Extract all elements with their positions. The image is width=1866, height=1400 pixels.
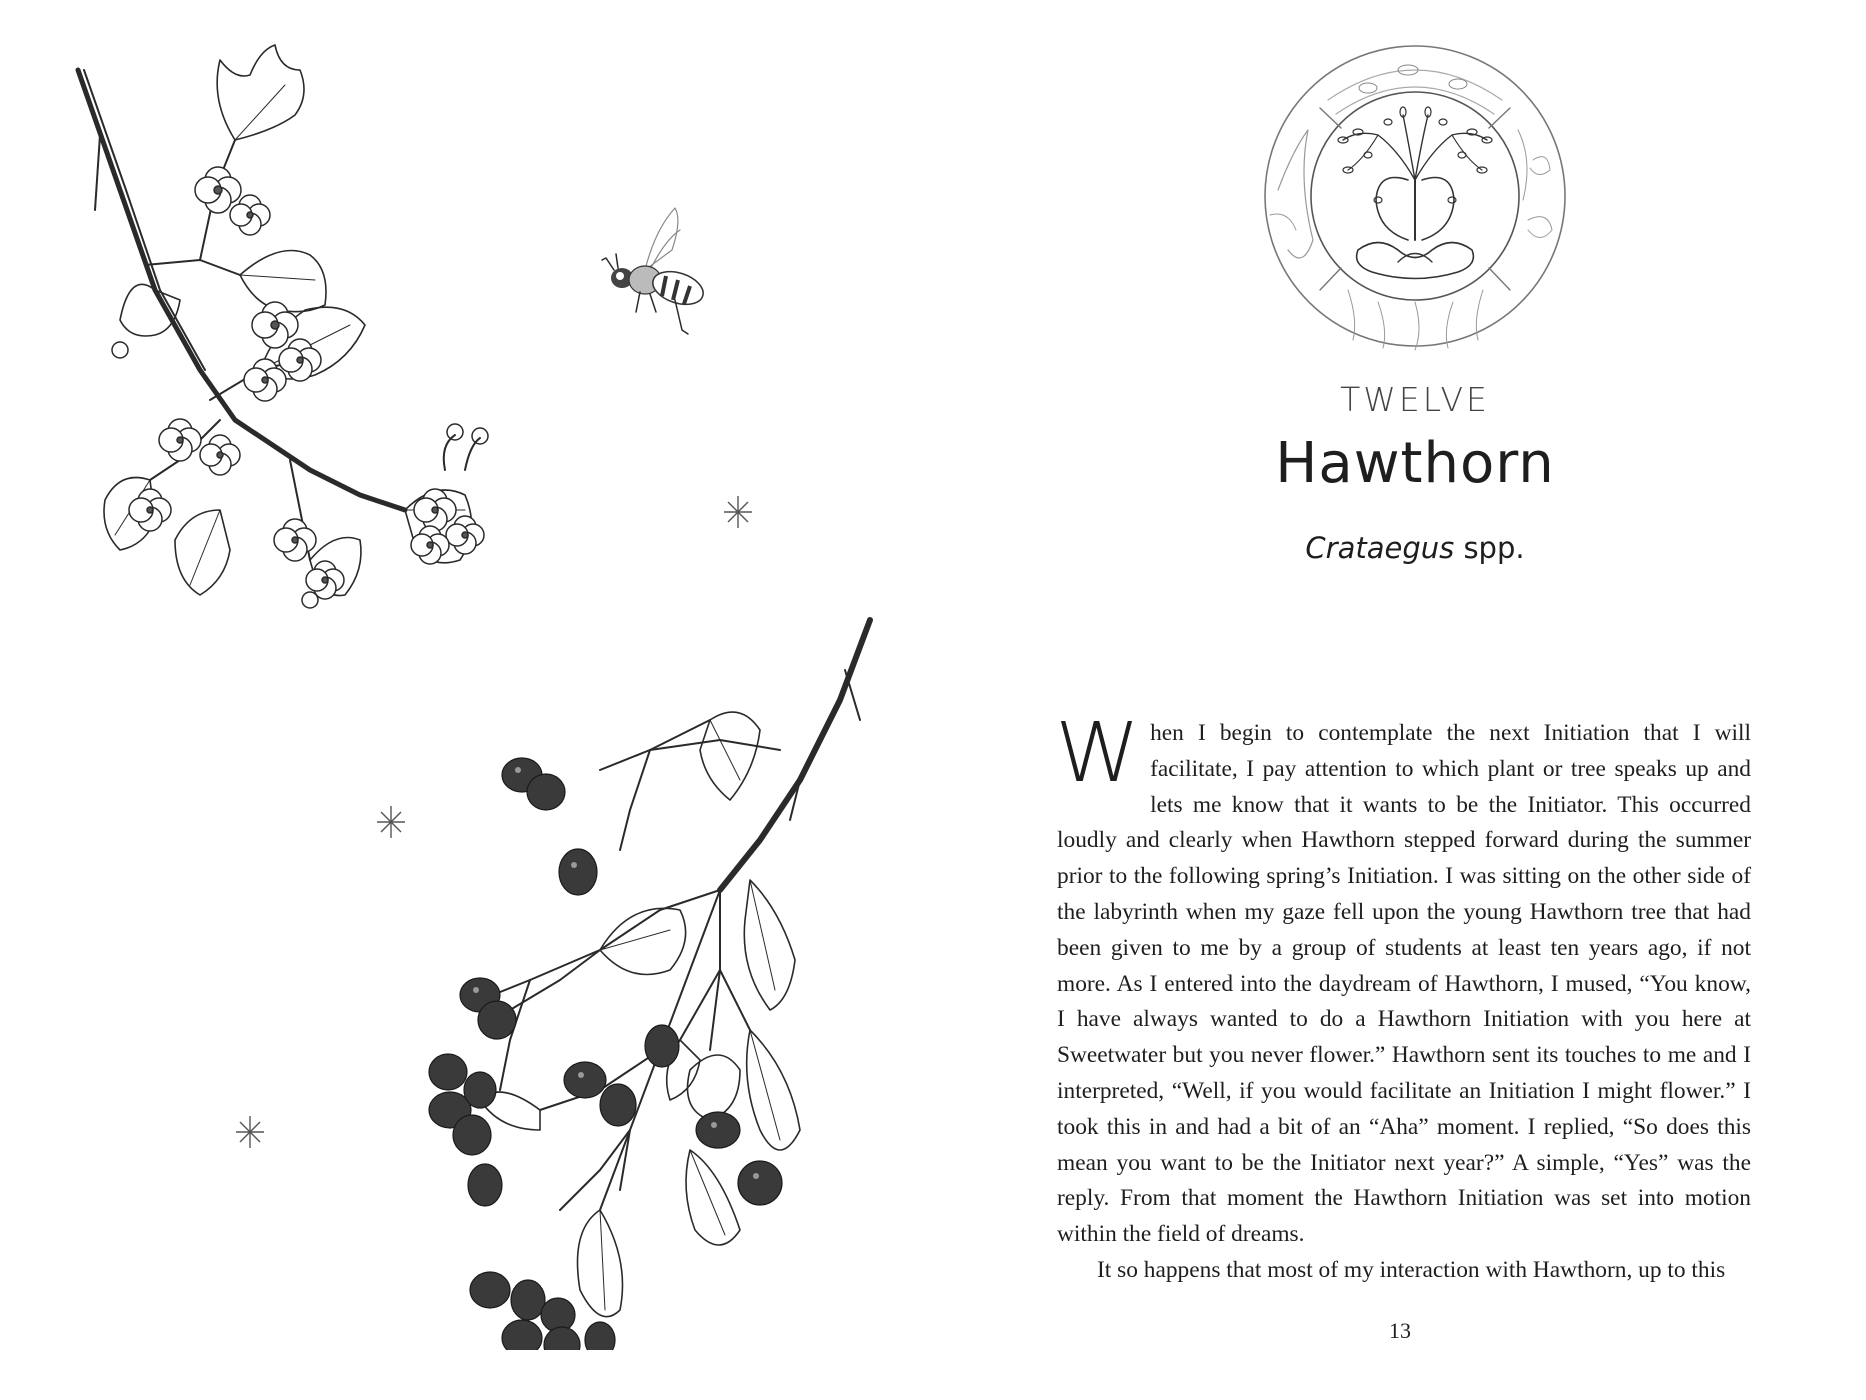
latin-suffix: spp. [1463, 531, 1525, 565]
page-number: 13 [1389, 1318, 1411, 1343]
sparkle-star-icon [232, 1114, 268, 1150]
bee-illustration [600, 200, 720, 340]
sparkle-star-icon [720, 494, 756, 530]
tree-of-life-medallion-icon [1258, 40, 1572, 352]
chapter-title: Hawthorn [1275, 431, 1555, 496]
drop-cap: W [1054, 706, 1141, 801]
paragraph-1 [1054, 706, 1751, 1253]
latin-genus: Crataegus [1305, 531, 1455, 565]
paragraph-1-text: hen I begin to contemplate the next Initiation that I will facilitate, I pay attention to which plant or tree speaks up and lets me know that it wants to be the Initiator. This occurred loudly and clearly when Hawthorn stepped forward during the summer prior to the following spring’s Initiation. I was sitting on the other side of the labyrinth when my gaze fell upon the young Hawthorn tree that had been given to me by a group of students at least ten years ago, if not more. As I entered into the daydream of Hawthorn, I mused, “You know, I have always wanted to do a Hawthorn Initiation with you here at Sweetwater but you never flower.” Hawthorn sent its touches to me and I interpreted, “Well, if you would facilitate an Initiation I might flower.” I took this in and had a bit of an “Aha” moment. I replied, “So does this mean you want to be the Initiator next year?” A simple, “Yes” was the reply. From that moment the Hawthorn Initiation was set into motion within the field of dreams. [1057, 720, 1751, 1248]
hawthorn-berry-branch-illustration [300, 610, 880, 1350]
latin-name [1200, 528, 1630, 568]
paragraph-2: It so happens that most of my interaction with Hawthorn, up to this [1097, 1256, 1726, 1283]
chapter-number: TWELVE [1340, 380, 1490, 419]
body-text [1054, 706, 1751, 1289]
